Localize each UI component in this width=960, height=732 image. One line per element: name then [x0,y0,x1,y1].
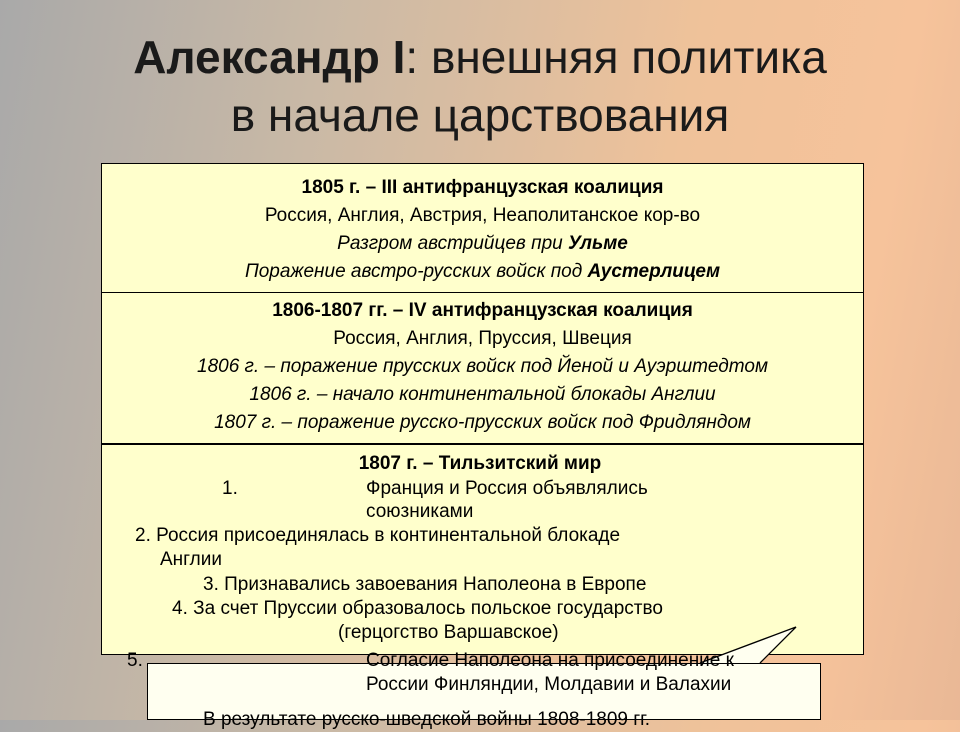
coalition-3-heading: 1805 г. – III антифранцузская коалиция [301,177,664,198]
austerlitz-line-text: Поражение австро-русских войск под [244,261,588,282]
ulm-line-text: Разгром австрийцев при [337,233,568,254]
tilsit-item-3-text: 3. Признавались завоевания Наполеона в Европе [203,574,647,595]
title-rest: : внешняя политика [405,31,827,83]
callout-text: В результате русско-шведской войны 1808-1809 гг. [203,709,651,730]
austerlitz-place: Аустерлицем [587,261,721,282]
coalition-4-event: 1807 г. – поражение русско-прусских войск под Фридляндом [214,412,751,433]
tilsit-item-1-number: 1. [222,478,238,499]
ulm-place: Ульме [567,233,628,254]
tilsit-item-5-text-b: России Финляндии, Молдавии и Валахии [366,674,732,695]
tilsit-item-4-text-b: (герцогство Варшавское) [338,622,559,643]
coalition-4-event: 1806 г. – поражение прусских войск под Йеной и Ауэрштедтом [197,356,768,377]
coalition-4-event: 1806 г. – начало континентальной блокады Англии [249,384,716,405]
tilsit-item-5-number: 5. [127,650,143,671]
coalition-4-heading: 1806-1807 гг. – IV антифранцузская коалиция [272,300,693,321]
tilsit-item-2-text-b: Англии [160,549,222,570]
coalition-3-members: Россия, Англия, Австрия, Неаполитанское кор-во [264,205,701,226]
title-line-2: в начале царствования [230,89,730,141]
tilsit-item-5-text-a: Согласие Наполеона на присоединение к [366,650,734,671]
tilsit-heading: 1807 г. – Тильзитский мир [358,453,602,474]
coalition-4-members: Россия, Англия, Пруссия, Швеция [333,328,632,349]
tilsit-item-1-text-b: союзниками [366,501,474,522]
tilsit-item-2-text-a: 2. Россия присоединялась в континентальной блокаде [135,525,621,546]
title-name: Александр I [133,31,406,83]
tilsit-item-1-text-a: Франция и Россия объявлялись [366,478,648,499]
tilsit-item-4-text-a: 4. За счет Пруссии образовалось польское государство [172,598,663,619]
